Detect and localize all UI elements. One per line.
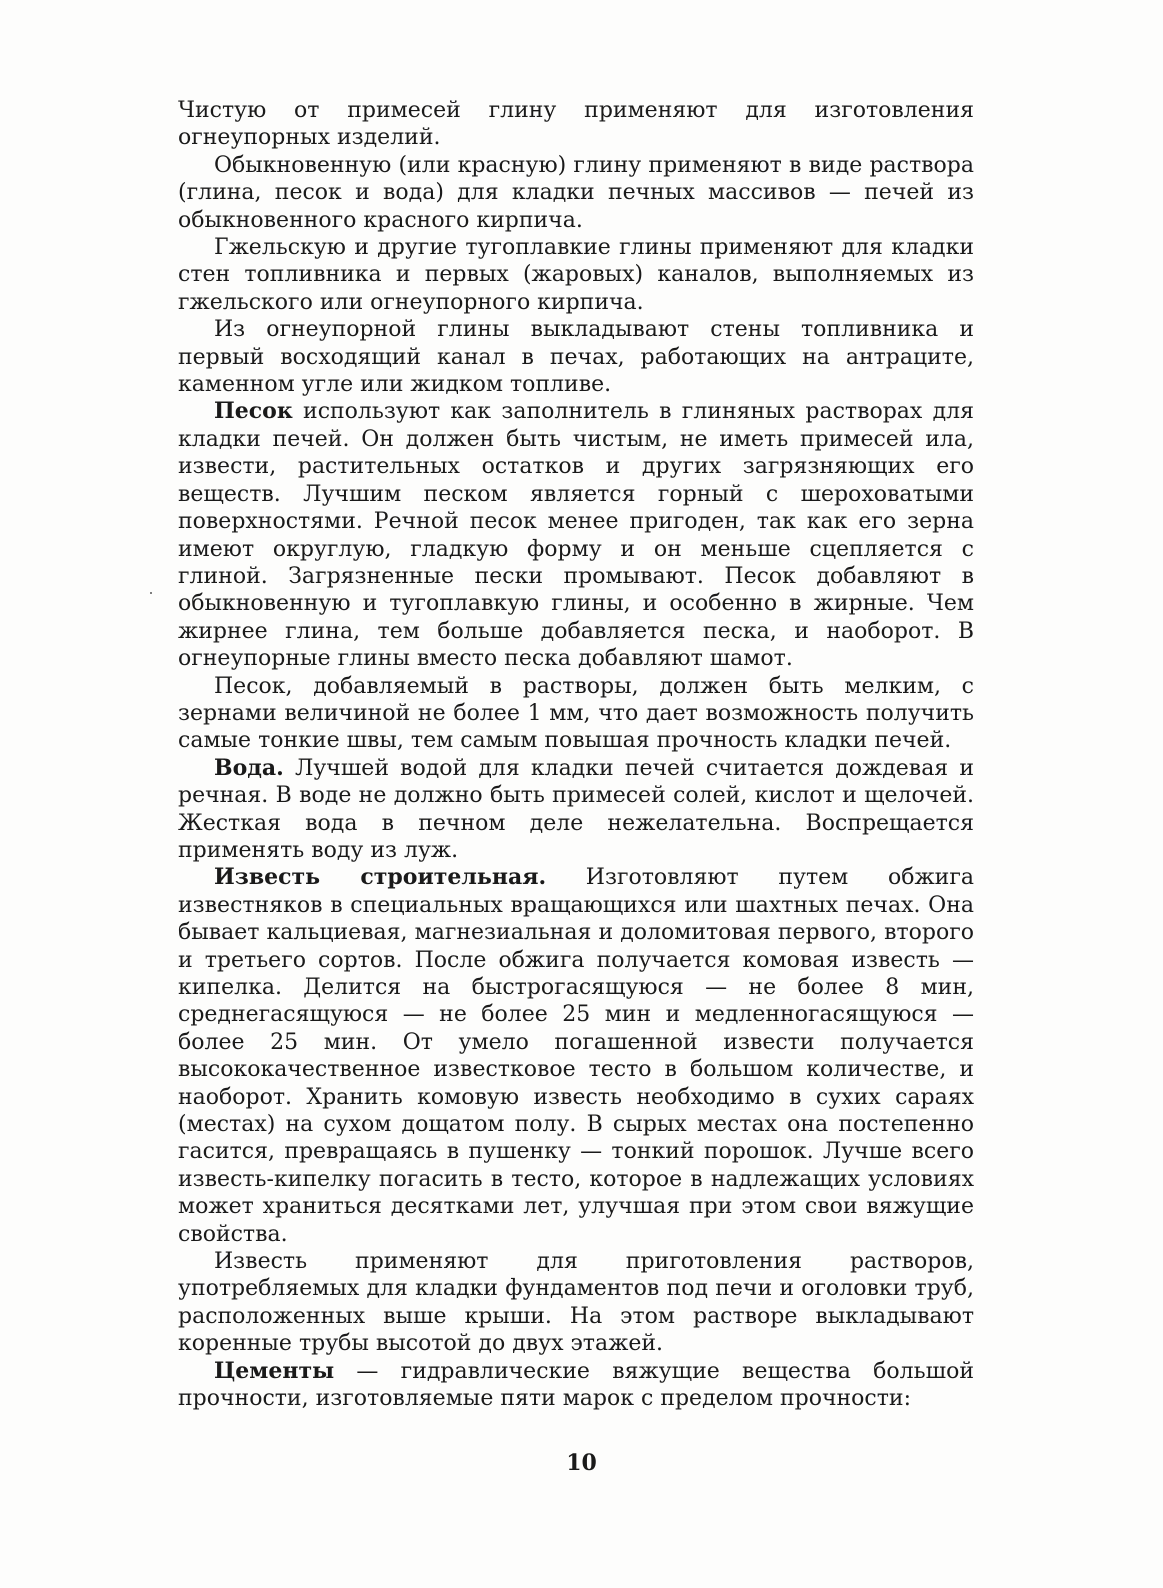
paragraph-sand-grain bbox=[178, 673, 974, 755]
paragraph-cements bbox=[178, 1358, 974, 1413]
paragraph-text: Изготовляют путем обжига известняков в специальных вращающихся или шахтных печах. Она бывает кальциевая, магнезиальная и доломитовая первого, второго и третьего сортов. После обжига получается комовая известь — кипелка. Делится на быстрогасящуюся — не более 8 мин, среднегасящуюся — не более 25 мин и медленногасящуюся — более 25 мин. От умело погашенной извести получается высококачественное известковое тесто в большом количестве, и наоборот. Хранить комовую известь необходимо в сухих сараях (местах) на сухом дощатом полу. В сырых местах она постепенно гасится, превращаясь в пушенку — тонкий порошок. Лучше всего известь-кипелку погасить в тесто, которое в надлежащих условиях может храниться десятками лет, улучшая при этом свои вяжущие свойства. bbox=[178, 865, 974, 1247]
paragraph-text: Песок, добавляемый в растворы, должен быть мелким, с зернами величиной не более 1 мм, что дает возможность получить самые тонкие швы, тем самым повышая прочность кладки печей. bbox=[178, 673, 974, 754]
paragraph-text: Из огнеупорной глины выкладывают стены топливника и первый восходящий канал в печах, работающих на антраците, каменном угле или жидком топливе. bbox=[178, 317, 974, 398]
paragraph-text: Обыкновенную (или красную) глину применяют в виде раствора (глина, песок и вода) для кладки печных массивов — печей из обыкновенного красного кирпича. bbox=[178, 152, 974, 233]
body-text bbox=[178, 97, 974, 1413]
paragraph-term-cements: Цементы bbox=[214, 1357, 335, 1384]
paragraph-red-clay bbox=[178, 152, 974, 234]
paragraph-water bbox=[178, 755, 974, 865]
paragraph-term-sand: Песок bbox=[214, 398, 293, 425]
paragraph-text: — гидравлические вяжущие вещества большой прочности, изготовляемые пяти марок с пределом прочности: bbox=[178, 1358, 974, 1412]
paragraph-term-water: Вода. bbox=[214, 754, 284, 781]
print-speck bbox=[150, 592, 152, 594]
paragraph-sand bbox=[178, 398, 974, 672]
paragraph-text: Чистую от примесей глину применяют для изготовления огнеупорных изделий. bbox=[178, 98, 974, 151]
paragraph-lime-usage bbox=[178, 1248, 974, 1358]
page-number: 10 bbox=[566, 1450, 597, 1476]
paragraph-term-lime: Известь строительная. bbox=[214, 864, 547, 891]
paragraph-text: Гжельскую и другие тугоплавкие глины применяют для кладки стен топливника и первых (жаровых) каналов, выполняемых из гжельского или огнеупорного кирпича. bbox=[178, 235, 974, 315]
paragraph-text: Лучшей водой для кладки печей считается дождевая и речная. В воде не должно быть примесей солей, кислот и щелочей. Жесткая вода в печном деле нежелательна. Воспрещается применять воду из луж. bbox=[178, 755, 974, 863]
paragraph-lime bbox=[178, 864, 974, 1248]
paragraph-text: используют как заполнитель в глиняных растворах для кладки печей. Он должен быть чистым, не иметь примесей ила, извести, растительных остатков и других загрязняющих его веществ. Лучшим песком является горный с шероховатыми поверхностями. Речной песок менее пригоден, так как его зерна имеют округлую, гладкую форму и он меньше сцепляется с глиной. Загрязненные пески промывают. Песок добавляют в обыкновенную и тугоплавкую глины, и особенно в жирные. Чем жирнее глина, тем больше добавляется песка, и наоборот. В огнеупорные глины вместо песка добавляют шамот. bbox=[178, 399, 974, 672]
paragraph-text: Известь применяют для приготовления растворов, употребляемых для кладки фундаментов под печи и оголовки труб, расположенных выше крыши. На этом растворе выкладывают коренные трубы высотой до двух этажей. bbox=[178, 1249, 974, 1357]
paragraph-fireclay-walls bbox=[178, 316, 974, 398]
paragraph-refractory-clay bbox=[178, 97, 974, 152]
paragraph-gzhel-clay bbox=[178, 234, 974, 316]
